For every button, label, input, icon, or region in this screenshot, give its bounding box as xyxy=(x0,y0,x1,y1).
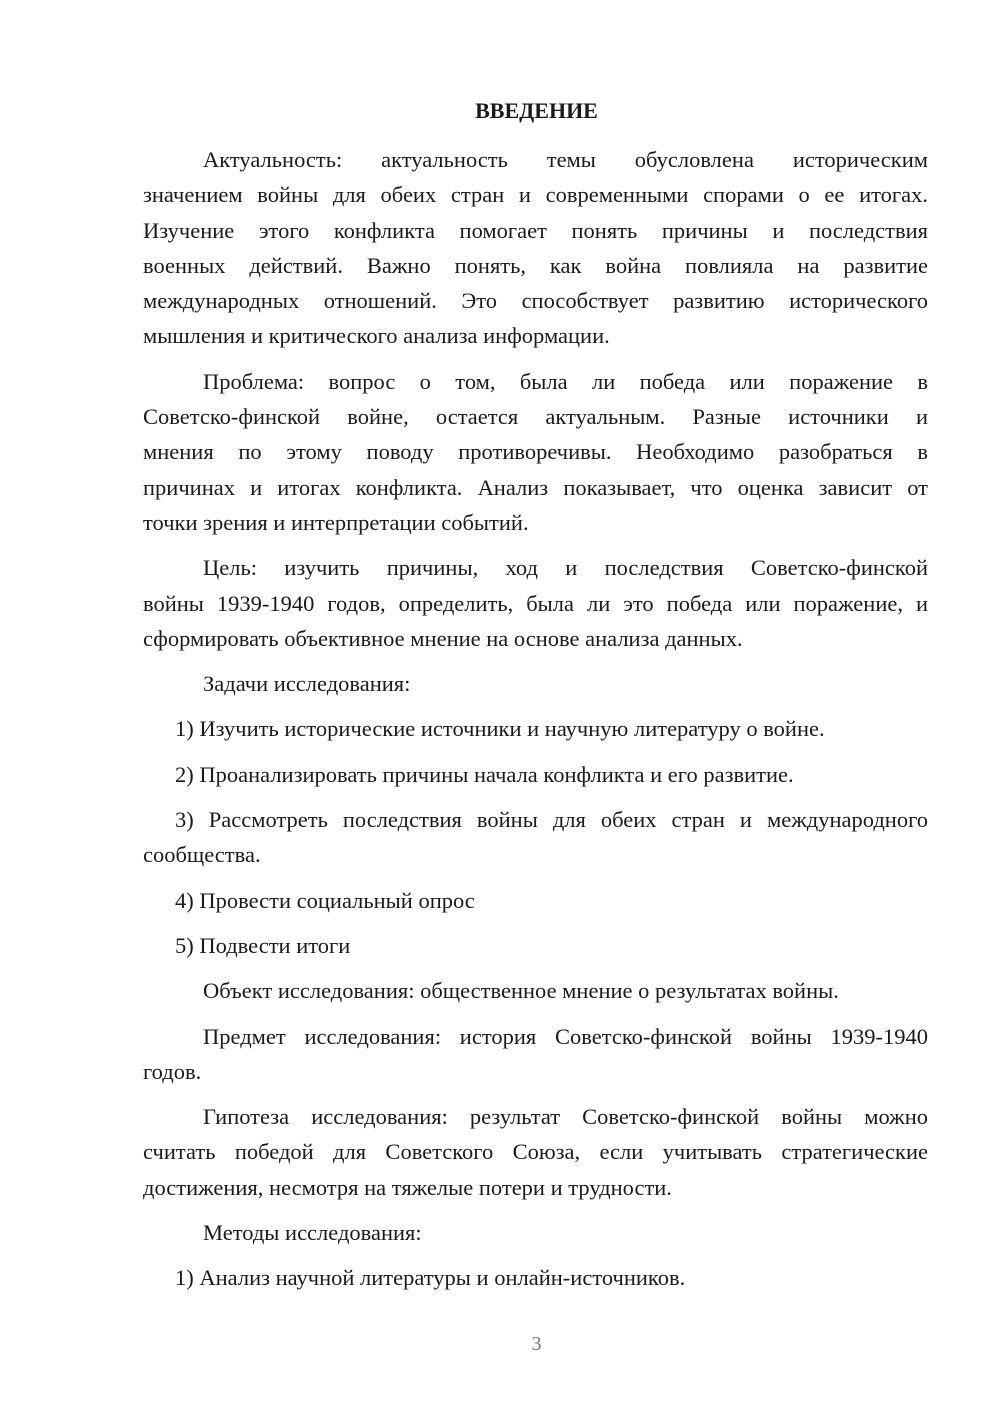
text-line: 1) Анализ научной литературы и онлайн-источников. xyxy=(175,1265,686,1291)
list-item xyxy=(143,883,928,918)
list-item xyxy=(143,1260,928,1295)
text-line: точки зрения и интерпретации событий. xyxy=(143,509,529,535)
text-line: Советско-финской войне, остается актуальным. Разные источники и xyxy=(143,404,928,430)
paragraph xyxy=(143,1215,928,1250)
text-line: Актуальность: актуальность темы обусловлена историческим xyxy=(203,147,928,172)
paragraph xyxy=(143,1099,928,1205)
page-number: 3 xyxy=(531,1333,542,1355)
list-item xyxy=(143,711,928,746)
text-line: 3) Рассмотреть последствия войны для обеих стран и международного xyxy=(175,807,928,833)
list-item xyxy=(143,757,928,792)
paragraph xyxy=(143,142,928,354)
paragraph xyxy=(143,550,928,656)
text-line: Гипотеза исследования: результат Советско-финской войны можно xyxy=(203,1104,928,1130)
text-line: считать победой для Советского Союза, если учитывать стратегические xyxy=(143,1139,928,1165)
text-line: Проблема: вопрос о том, была ли победа или поражение в xyxy=(203,368,928,394)
text-line: Объект исследования: общественное мнение о результатах войны. xyxy=(203,978,839,1004)
text-line: Изучение этого конфликта помогает понять причины и последствия xyxy=(143,217,928,243)
text-line: Цель: изучить причины, ход и последствия Советско-финской xyxy=(203,555,928,581)
text-line: 4) Провести социальный опрос xyxy=(175,887,475,913)
paragraph xyxy=(143,666,928,701)
list-item xyxy=(143,928,928,963)
paragraph xyxy=(143,1019,928,1090)
text-line: сообщества. xyxy=(143,842,261,868)
section-title: ВВЕДЕНИЕ xyxy=(475,98,598,123)
text-line: сформировать объективное мнение на основе анализа данных. xyxy=(143,625,743,651)
text-line: военных действий. Важно понять, как война повлияла на развитие xyxy=(143,252,928,278)
text-line: 1) Изучить исторические источники и научную литературу о войне. xyxy=(175,716,825,742)
text-line: мышления и критического анализа информации. xyxy=(143,323,610,349)
text-line: значением войны для обеих стран и современными спорами о ее итогах. xyxy=(143,182,928,208)
text-line: Задачи исследования: xyxy=(203,671,411,697)
text-line: 5) Подвести итоги xyxy=(175,932,351,958)
document-body xyxy=(143,142,928,1306)
text-line: достижения, несмотря на тяжелые потери и трудности. xyxy=(143,1174,672,1200)
text-line: мнения по этому поводу противоречивы. Необходимо разобраться в xyxy=(143,439,928,465)
list-item xyxy=(143,802,928,873)
paragraph xyxy=(143,973,928,1008)
text-line: годов. xyxy=(143,1058,202,1084)
text-line: войны 1939-1940 годов, определить, была ли это победа или поражение, и xyxy=(143,590,928,616)
paragraph xyxy=(143,364,928,540)
text-line: Предмет исследования: история Советско-финской войны 1939-1940 xyxy=(203,1023,928,1049)
text-line: Методы исследования: xyxy=(203,1220,422,1246)
text-line: международных отношений. Это способствует развитию исторического xyxy=(143,288,928,314)
text-line: 2) Проанализировать причины начала конфликта и его развитие. xyxy=(175,761,794,787)
text-line: причинах и итогах конфликта. Анализ показывает, что оценка зависит от xyxy=(143,474,928,500)
